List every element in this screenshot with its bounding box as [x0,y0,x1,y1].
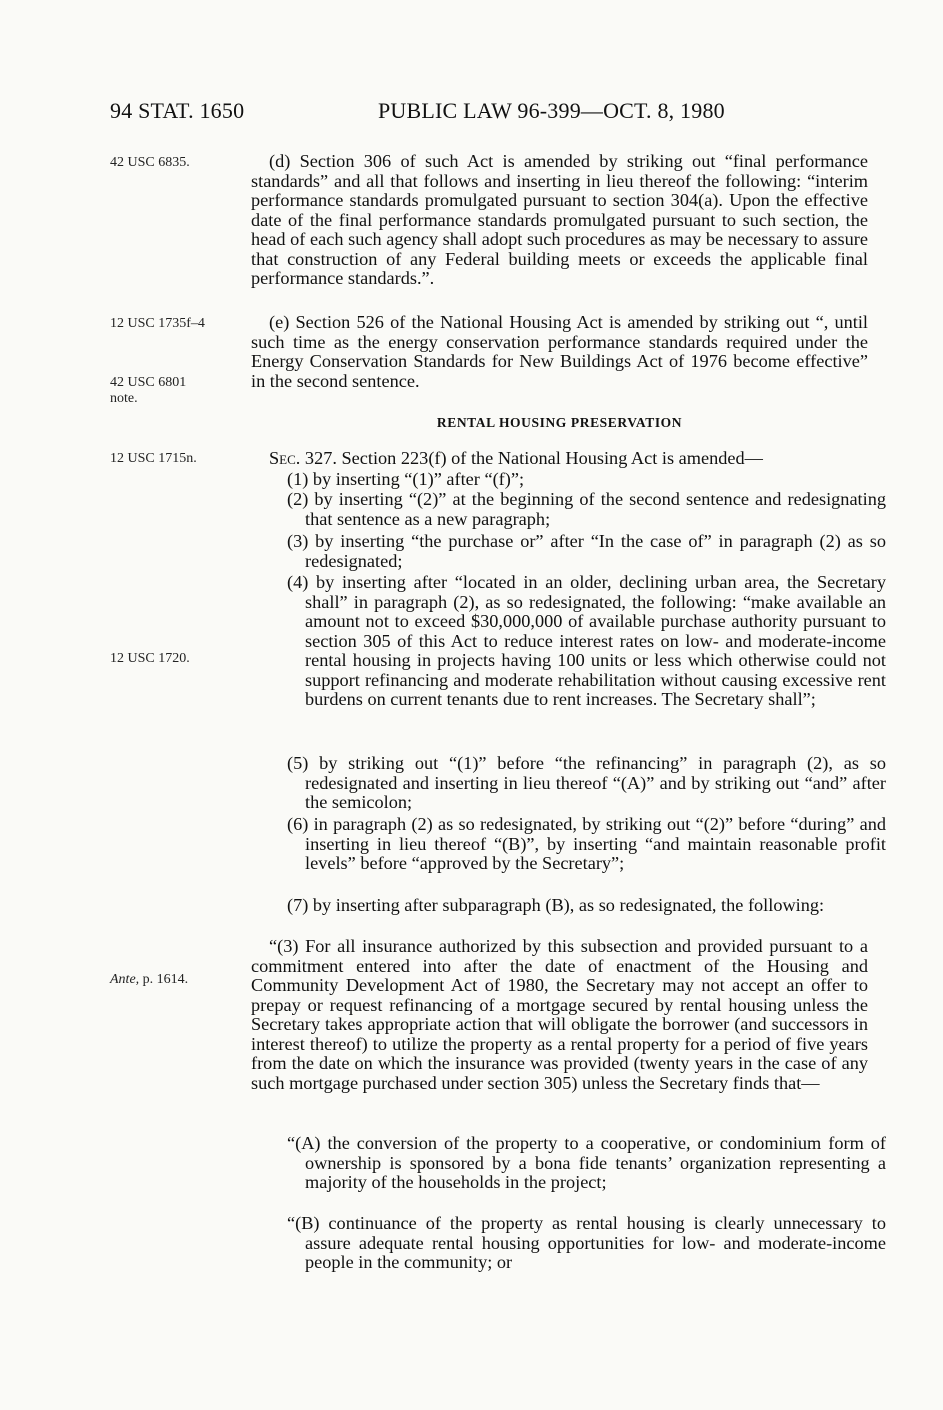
margin-note-citation: 42 USC 6801 note. [110,375,187,406]
section-text: 327. Section 223(f) of the National Housing Act is amended— [300,448,763,468]
list-item: (4) by inserting after “located in an older, declining urban area, the Secretary shall” in paragraph (2), as so redesignated, the following: “make available an amount not to exceed $30,000,000 of available purchase authority pursuant to section 305 of this Act to reduce interest rates on low- and moderate-income rental housing in projects having 100 units or less which otherwise could not support refinancing and moderate rehabilitation without causing excessive rent burdens on current tenants due to rent increases. The Secretary shall”; [287,572,886,709]
margin-note-citation [110,972,250,988]
page-title: PUBLIC LAW 96-399—OCT. 8, 1980 [378,98,725,123]
subparagraph-b: “(B) continuance of the property as rental housing is clearly unnecessary to assure adequate rental housing opportunities for low- and moderate-income people in the community; or [287,1213,886,1272]
list-item: (2) by inserting “(2)” at the beginning of the second sentence and redesignating that sentence as a new paragraph; [287,489,886,529]
list-item: (1) by inserting “(1)” after “(f)”; [287,469,525,489]
paragraph-3: “(3) For all insurance authorized by this subsection and provided pursuant to a commitment entered into after the date of enactment of the Housing and Community Development Act of 1980, the Secretary may not accept an offer to prepay or request refinancing of a mortgage secured by rental housing unless the Secretary takes appropriate action that will obligate the borrower (and successors in interest thereof) to utilize the property as a rental property for a period of five years from the date on which the insurance was provided (twenty years in the case of any such mortgage purchased under section 305) unless the Secretary finds that— [251,936,868,1093]
margin-note-citation: 12 USC 1720. [110,651,190,666]
list-item: (5) by striking out “(1)” before “the refinancing” in paragraph (2), as so redesignated and inserting in lieu thereof “(A)” and by striking out “and” after the semicolon; [287,753,886,812]
subparagraph-a: “(A) the conversion of the property to a cooperative, or condominium form of ownership is sponsored by a bona fide tenants’ organization representing a majority of the households in the project; [287,1133,886,1192]
paragraph-d: (d) Section 306 of such Act is amended by striking out “final performance standards” and all that follows and inserting in lieu thereof the following: “interim performance standards promulgated pursuant to section 304(a). Upon the effective date of the final performance standards promulgated pursuant to such section, the head of each such agency shall adopt such procedures as may be necessary to assure that construction of any Federal building meets or exceeds the applicable final performance standards.”. [251,151,868,288]
margin-note-citation: 12 USC 1735f–4 [110,316,205,331]
page-statute-number: 94 STAT. 1650 [110,98,245,123]
margin-note-page: p. 1614. [139,972,189,987]
list-item: (7) by inserting after subparagraph (B), as so redesignated, the following: [287,895,825,915]
section-label: Sec. [269,448,301,468]
list-item: (6) in paragraph (2) as so redesignated, by striking out “(2)” before “during” and inserting in lieu thereof “(B)”, by inserting “and maintain reasonable profit levels” before “approved by the Secretary”; [287,814,886,873]
list-item: (3) by inserting “the purchase or” after “In the case of” in paragraph (2) as so redesignated; [287,531,886,571]
margin-note-ante: Ante, [110,972,140,987]
margin-note-citation: 12 USC 1715n. [110,451,197,466]
section-heading: RENTAL HOUSING PRESERVATION [436,415,683,430]
paragraph-e: (e) Section 526 of the National Housing Act is amended by striking out “, until such time as the energy conservation performance standards required under the Energy Conservation Standards for New Buildings Act of 1976 become effective” in the second sentence. [251,312,868,391]
margin-note-citation: 42 USC 6835. [110,155,190,170]
section-327-intro [251,449,868,469]
